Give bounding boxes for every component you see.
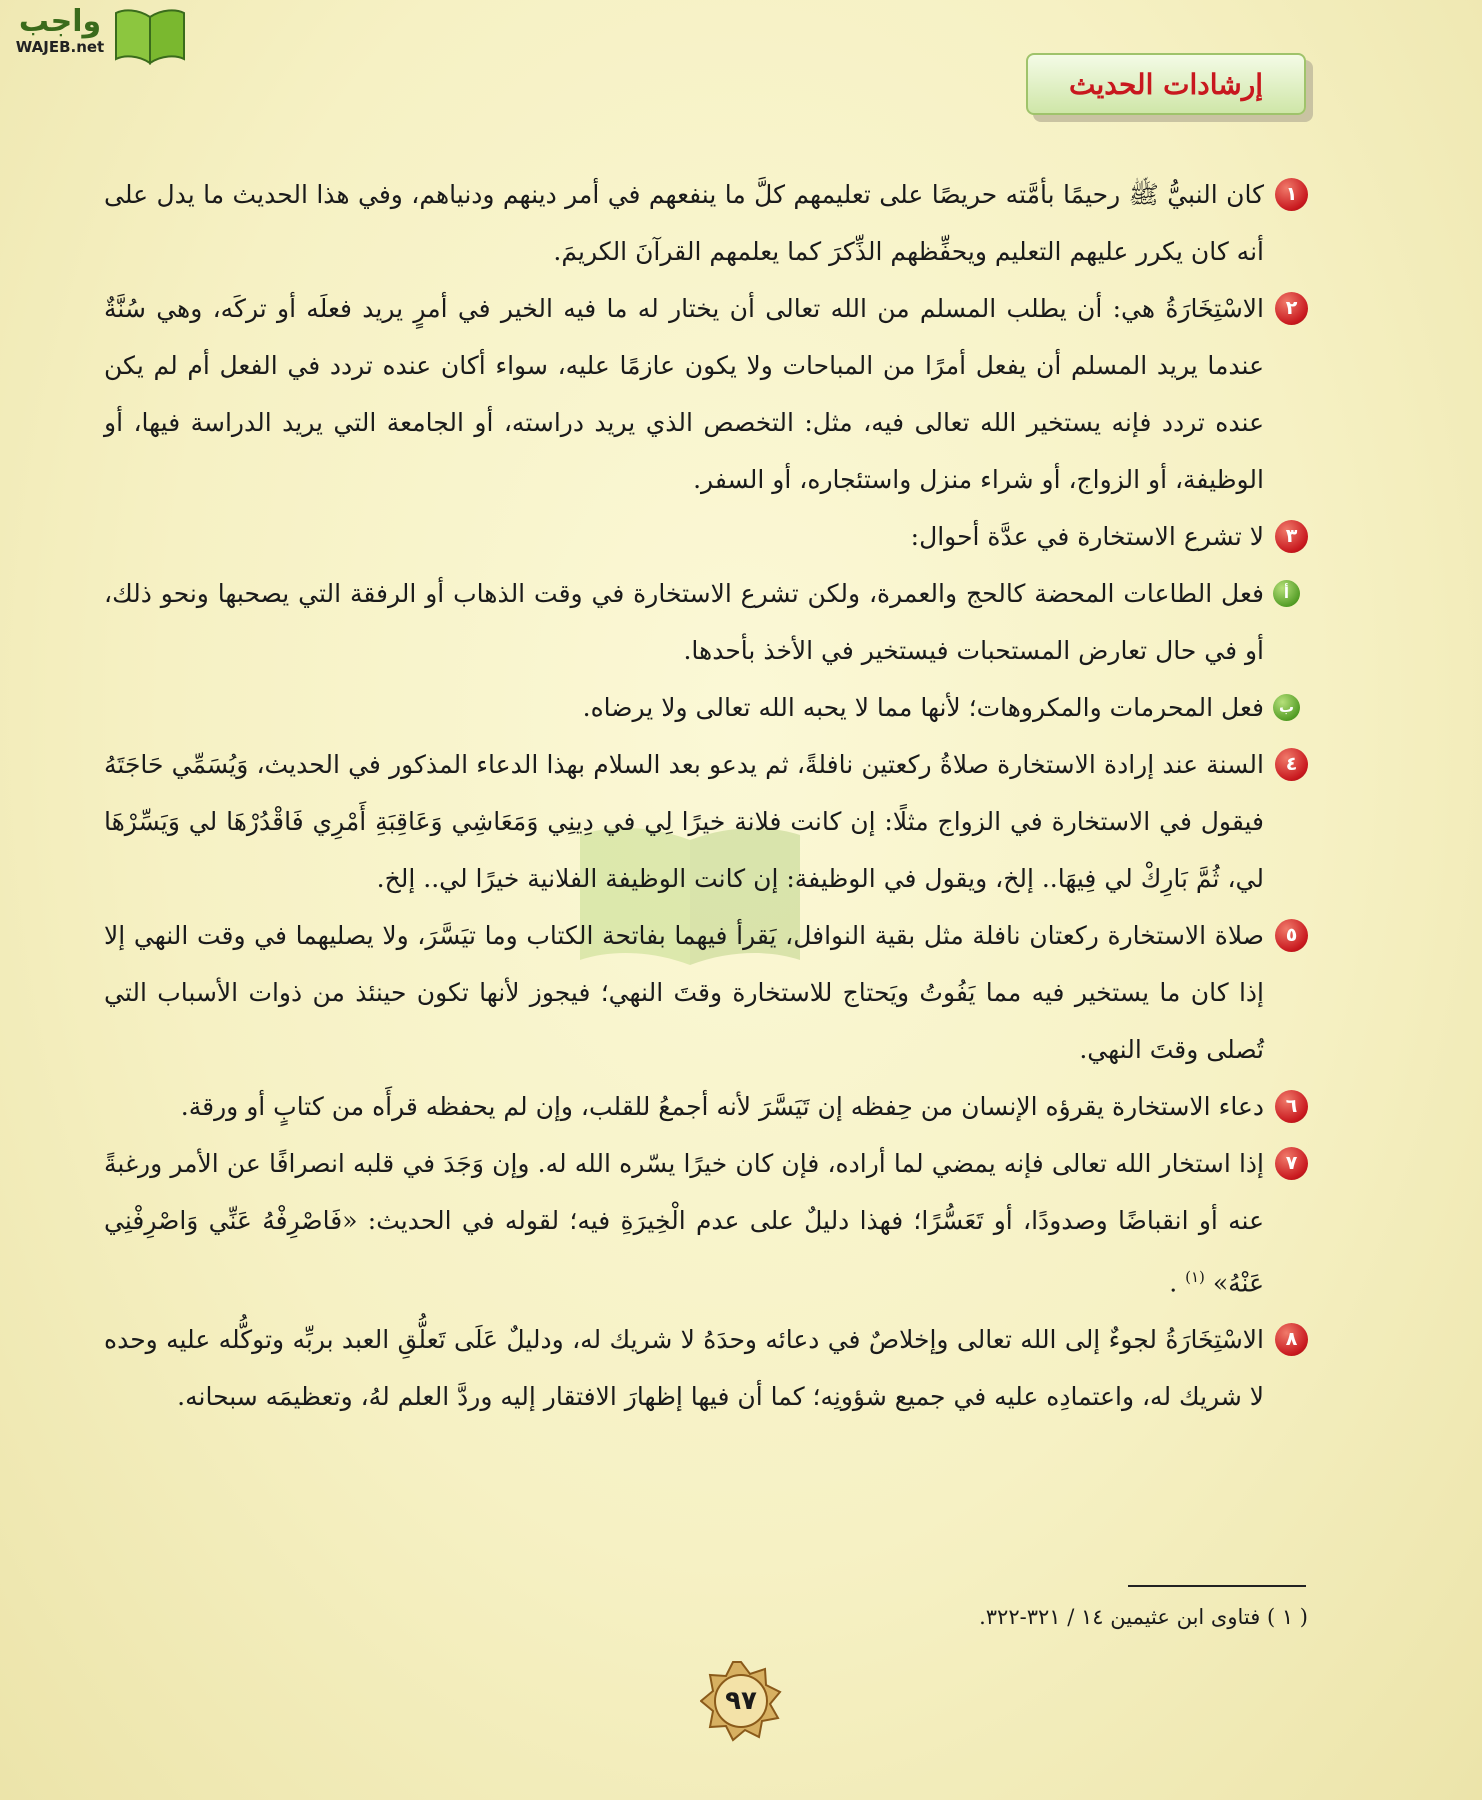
subpoint-letter: أ xyxy=(1273,580,1300,607)
point-text: إذا استخار الله تعالى فإنه يمضي لما أراده، فإن كان خيرًا يسّره الله له. وإن وَجَدَ في قلبه انصرافًا عن الأمر ورغبةً عنه أو انقباضًا وصدودًا، أو تَعَسُّرًا؛ فهذا دليلٌ على عدم الْخِيرَةِ فيه؛ لقوله في الحديث: «فَاصْرِفْهُ عَنِّي وَاصْرِفْنِي عَنْهُ» xyxy=(104,1149,1264,1298)
point-number: ٨ xyxy=(1275,1323,1308,1356)
point-text: دعاء الاستخارة يقرؤه الإنسان من حِفظه إن تَيَسَّرَ لأنه أجمعُ للقلب، وإن لم يحفظه قرأَه من كتابٍ أو ورقة. xyxy=(180,1092,1264,1121)
point-number: ١ xyxy=(1275,178,1308,211)
point-1 xyxy=(104,166,1308,280)
subpoint-b xyxy=(104,679,1308,736)
point-text: السنة عند إرادة الاستخارة صلاةُ ركعتين نافلةً، ثم يدعو بعد السلام بهذا الدعاء المذكور في الحديث، وَيُسَمِّي حَاجَتَهُ فيقول في الاستخارة في الزواج مثلًا: إن كانت فلانة خيرًا لِي في دِينِي وَمَعَاشِي وَعَاقِبَةِ أَمْرِي فَاقْدُرْهَا لي وَيَسِّرْهَا لي، ثُمَّ بَارِكْ لي فِيهَا.. إلخ، ويقول في الوظيفة: إن كانت الوظيفة الفلانية خيرًا لي.. إلخ. xyxy=(104,750,1264,893)
point-2 xyxy=(104,280,1308,508)
point-number: ٤ xyxy=(1275,748,1308,781)
site-logo[interactable] xyxy=(10,5,190,67)
point-number: ٧ xyxy=(1275,1147,1308,1180)
subpoint-a xyxy=(104,565,1308,679)
point-7 xyxy=(104,1135,1308,1311)
point-number: ٣ xyxy=(1275,520,1308,553)
point-4 xyxy=(104,736,1308,907)
point-6 xyxy=(104,1078,1308,1135)
point-3 xyxy=(104,508,1308,565)
point-text: الاسْتِخَارَةُ لجوءٌ إلى الله تعالى وإخلاصٌ في دعائه وحدَهُ لا شريك له، ودليلٌ عَلَى تَعلُّقِ العبد بربِّه وتوكُّله عليه وحده لا شريك له، واعتمادِه عليه في جميع شؤونِه؛ كما أن فيها إظهارَ الافتقار إليه وردَّ العلم لهُ، وتعظيمَه سبحانه. xyxy=(104,1325,1264,1412)
page-number: ٩٧ xyxy=(725,1686,757,1716)
page-number-badge xyxy=(700,1660,782,1742)
logo-text xyxy=(10,5,110,55)
point-5 xyxy=(104,907,1308,1078)
point-text: لا تشرع الاستخارة في عدَّة أحوال: xyxy=(910,522,1264,551)
point-number: ٦ xyxy=(1275,1090,1308,1123)
subpoint-text: فعل الطاعات المحضة كالحج والعمرة، ولكن تشرع الاستخارة في وقت الذهاب أو الرفقة التي يصحبها ونحو ذلك، أو في حال تعارض المستحبات فيستخير في الأخذ بأحدها. xyxy=(104,579,1264,665)
point-text: صلاة الاستخارة ركعتان نافلة مثل بقية النوافل، يَقرأ فيهما بفاتحة الكتاب وما تيَسَّرَ، ولا يصليهما في وقت النهي إلا إذا كان ما يستخير فيه مما يَفُوتُ ويَحتاج للاستخارة وقتَ النهي؛ فيجوز لأنها تكون حينئذ من ذوات الأسباب التي تُصلى وقتَ النهي. xyxy=(104,921,1264,1064)
point-text: الاسْتِخَارَةُ هي: أن يطلب المسلم من الله تعالى أن يختار له ما فيه الخير في أمرٍ يريد فعلَه أو تركَه، وهي سُنَّةٌ عندما يريد المسلم أن يفعل أمرًا من المباحات ولا يكون عازمًا عليه، سواء أكان عنده تردد في الفعل أم لم يكن عنده تردد فإنه يستخير الله تعالى فيه، مثل: التخصص الذي يريد دراسته، أو الجامعة التي يريد الدراسة فيها، أو الوظيفة، أو الزواج، أو شراء منزل واستئجاره، أو السفر. xyxy=(104,294,1264,494)
point-8 xyxy=(104,1311,1308,1425)
point-number: ٢ xyxy=(1275,292,1308,325)
point-number: ٥ xyxy=(1275,919,1308,952)
footnote-divider xyxy=(1128,1585,1306,1587)
point-text-end: . xyxy=(1169,1268,1178,1298)
book-icon xyxy=(112,7,188,65)
logo-latin: WAJEB.net xyxy=(15,38,105,56)
logo-arabic: واجب xyxy=(18,4,102,39)
content-body xyxy=(104,166,1308,1425)
subpoint-letter: ب xyxy=(1273,694,1300,721)
section-title: إرشادات الحديث xyxy=(1026,53,1306,115)
point-text: كان النبيُّ ﷺ رحيمًا بأمَّته حريصًا على تعليمهم كلَّ ما ينفعهم في أمر دينهم ودنياهم، وفي هذا الحديث ما يدل على أنه كان يكرر عليهم التعليم ويحفِّظهم الذِّكرَ كما يعلمهم القرآنَ الكريمَ. xyxy=(104,180,1264,266)
subpoint-text: فعل المحرمات والمكروهات؛ لأنها مما لا يحبه الله تعالى ولا يرضاه. xyxy=(582,693,1264,722)
footnote-reference[interactable]: (١) xyxy=(1185,1268,1205,1286)
footnote: ( ١ ) فتاوى ابن عثيمين ١٤ / ٣٢١-٣٢٢. xyxy=(979,1605,1308,1629)
